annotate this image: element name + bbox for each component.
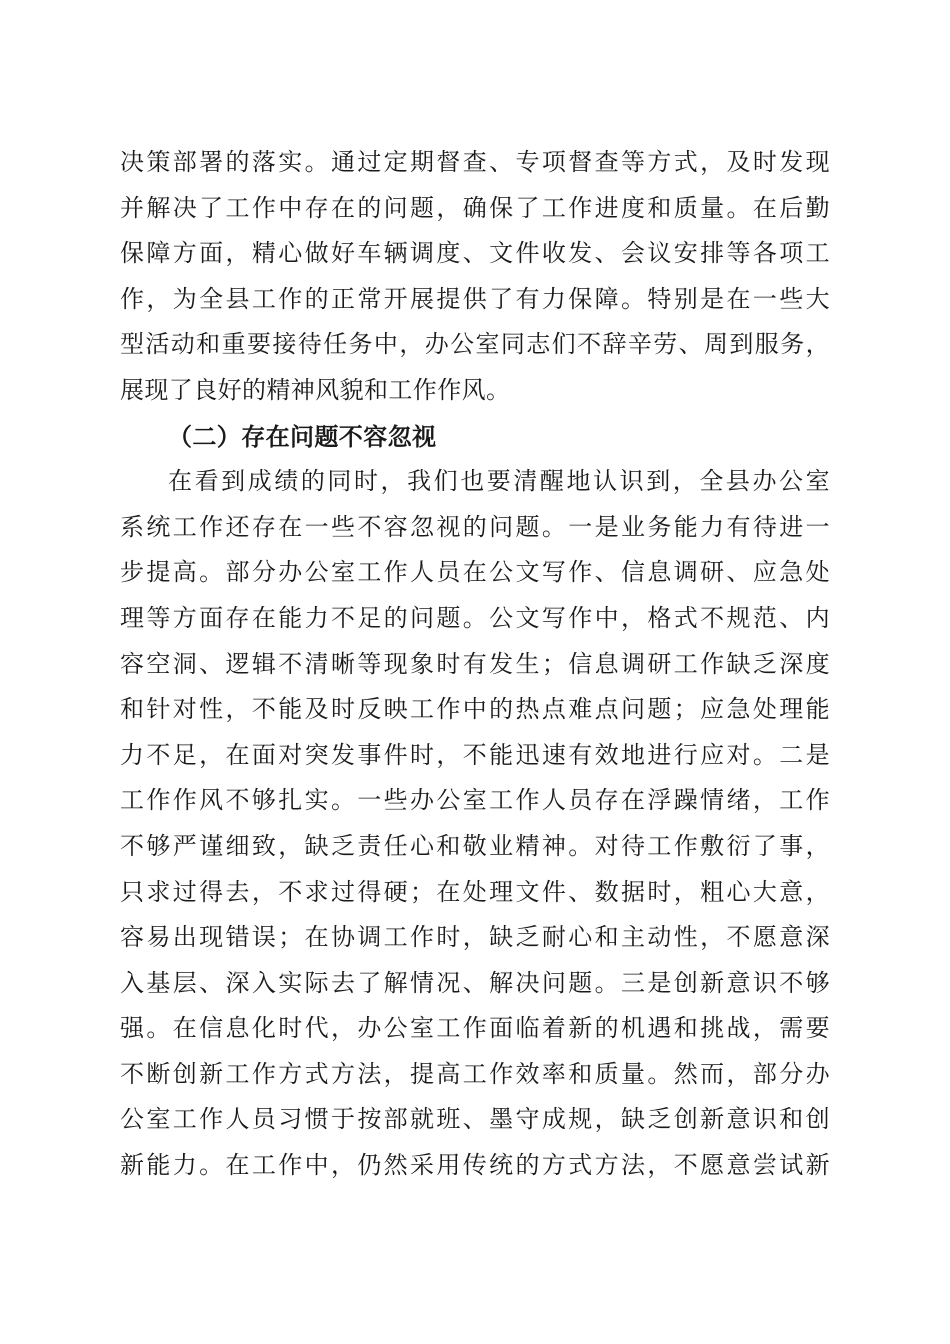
- paragraph-line: 力不足，在面对突发事件时，不能迅速有效地进行应对。二是: [120, 740, 830, 769]
- paragraph-line: 强。在信息化时代，办公室工作面临着新的机遇和挑战，需要: [120, 1014, 830, 1043]
- paragraph-line: 理等方面存在能力不足的问题。公文写作中，格式不规范、内: [120, 603, 830, 632]
- paragraph-line: 公室工作人员习惯于按部就班、墨守成规，缺乏创新意识和创: [120, 1105, 830, 1134]
- paragraph-line: 不断创新工作方式方法，提高工作效率和质量。然而，部分办: [120, 1059, 830, 1088]
- paragraph-line: 保障方面，精心做好车辆调度、文件收发、会议安排等各项工: [120, 239, 830, 268]
- paragraph-line: 作，为全县工作的正常开展提供了有力保障。特别是在一些大: [120, 284, 830, 313]
- paragraph-line: 并解决了工作中存在的问题，确保了工作进度和质量。在后勤: [120, 193, 830, 222]
- paragraph-line: 决策部署的落实。通过定期督查、专项督查等方式，及时发现: [120, 148, 830, 176]
- section-heading: （二）存在问题不容忽视: [168, 421, 437, 451]
- paragraph-line: 在看到成绩的同时，我们也要清醒地认识到，全县办公室: [168, 467, 830, 496]
- paragraph-line: 展现了良好的精神风貌和工作作风。: [120, 375, 511, 404]
- paragraph-line: 系统工作还存在一些不容忽视的问题。一是业务能力有待进一: [120, 512, 830, 541]
- paragraph-line: 容易出现错误；在协调工作时，缺乏耐心和主动性，不愿意深: [120, 923, 830, 952]
- paragraph-line: 容空洞、逻辑不清晰等现象时有发生；信息调研工作缺乏深度: [120, 649, 830, 678]
- paragraph-line: 只求过得去，不求过得硬；在处理文件、数据时，粗心大意，: [120, 877, 830, 906]
- document-body: [120, 140, 830, 1189]
- paragraph-line: 和针对性，不能及时反映工作中的热点难点问题；应急处理能: [120, 695, 830, 724]
- paragraph-line: 型活动和重要接待任务中，办公室同志们不辞辛劳、周到服务，: [120, 330, 830, 359]
- paragraph-line: 入基层、深入实际去了解情况、解决问题。三是创新意识不够: [120, 968, 830, 997]
- paragraph-line: 工作作风不够扎实。一些办公室工作人员存在浮躁情绪，工作: [120, 786, 830, 815]
- paragraph-line: 不够严谨细致，缺乏责任心和敬业精神。对待工作敷衍了事，: [120, 831, 830, 860]
- paragraph-line: 新能力。在工作中，仍然采用传统的方式方法，不愿意尝试新: [120, 1151, 830, 1180]
- paragraph-line: 步提高。部分办公室工作人员在公文写作、信息调研、应急处: [120, 558, 830, 587]
